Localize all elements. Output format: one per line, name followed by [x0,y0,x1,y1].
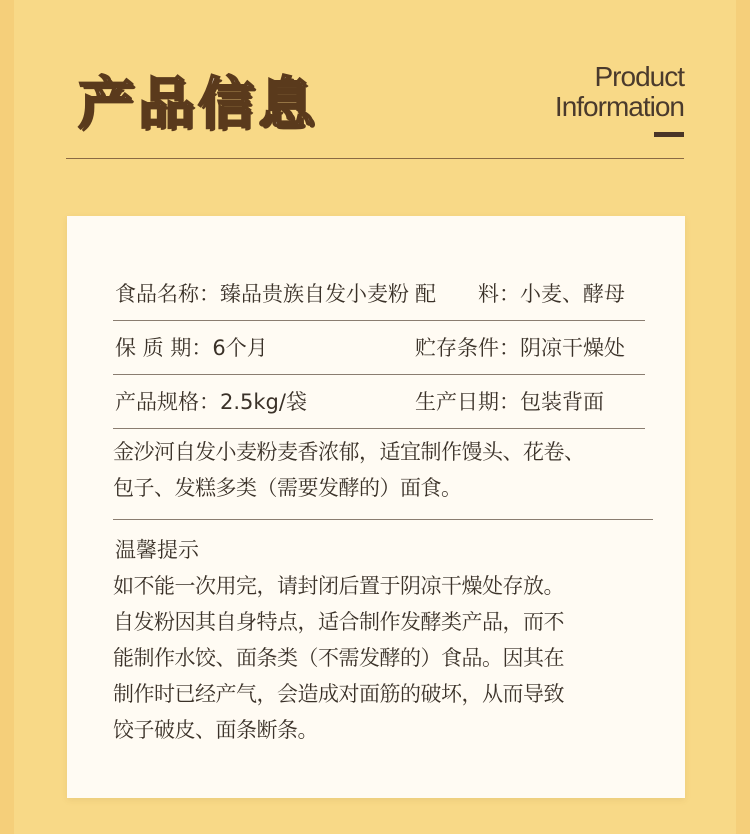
info-cell-storage [415,332,625,362]
tips-body [113,568,653,748]
page-edge-right [736,0,750,834]
label-storage: 贮存条件： [415,336,520,360]
label-shelf-life: 保 质 期： [115,336,213,360]
value-ingredients: 小麦、酵母 [520,282,625,306]
title-english [555,62,684,122]
value-product-name: 臻品贵族自发小麦粉 [220,282,409,306]
value-production-date: 包装背面 [520,390,604,414]
title-english-line-2: Information [554,91,684,122]
info-row-spec-date [113,374,645,429]
tips-line: 如不能一次用完，请封闭后置于阴凉干燥处存放。 [113,574,564,598]
info-cell-production-date [415,386,604,416]
value-spec: 2.5kg/袋 [220,390,307,414]
label-spec: 产品规格： [115,390,220,414]
tips-line: 制作时已经产气，会造成对面筋的破坏，从而导致 [113,682,564,706]
tips-line: 自发粉因其自身特点，适合制作发酵类产品，而不 [113,610,564,634]
description-line: 金沙河自发小麦粉麦香浓郁，适宜制作馒头、花卷、 [113,440,585,464]
title-accent-bar [654,132,684,137]
info-cell-product-name [115,278,409,308]
label-production-date: 生产日期： [415,390,520,414]
info-cell-ingredients [415,278,625,308]
tips-line: 饺子破皮、面条断条。 [113,718,318,742]
info-row-shelf-life-storage [113,320,645,375]
page-title: 产品信息 [78,72,318,137]
info-cell-spec [115,386,307,416]
value-shelf-life: 6个月 [212,336,268,360]
description-line: 包子、发糕多类（需要发酵的）面食。 [113,476,462,500]
value-storage: 阴凉干燥处 [520,336,625,360]
product-info-card [67,216,685,798]
label-product-name: 食品名称： [115,282,220,306]
info-row-name-ingredients [113,266,645,321]
label-ingredients: 配 料： [415,282,520,306]
page-edge-left [0,0,14,834]
tips-title: 温馨提示 [115,538,199,562]
tips-line: 能制作水饺、面条类（不需发酵的）食品。因其在 [113,646,564,670]
title-english-line-1: Product [594,61,684,92]
product-description [113,432,653,520]
header-divider [66,158,684,159]
info-cell-shelf-life [115,332,268,362]
